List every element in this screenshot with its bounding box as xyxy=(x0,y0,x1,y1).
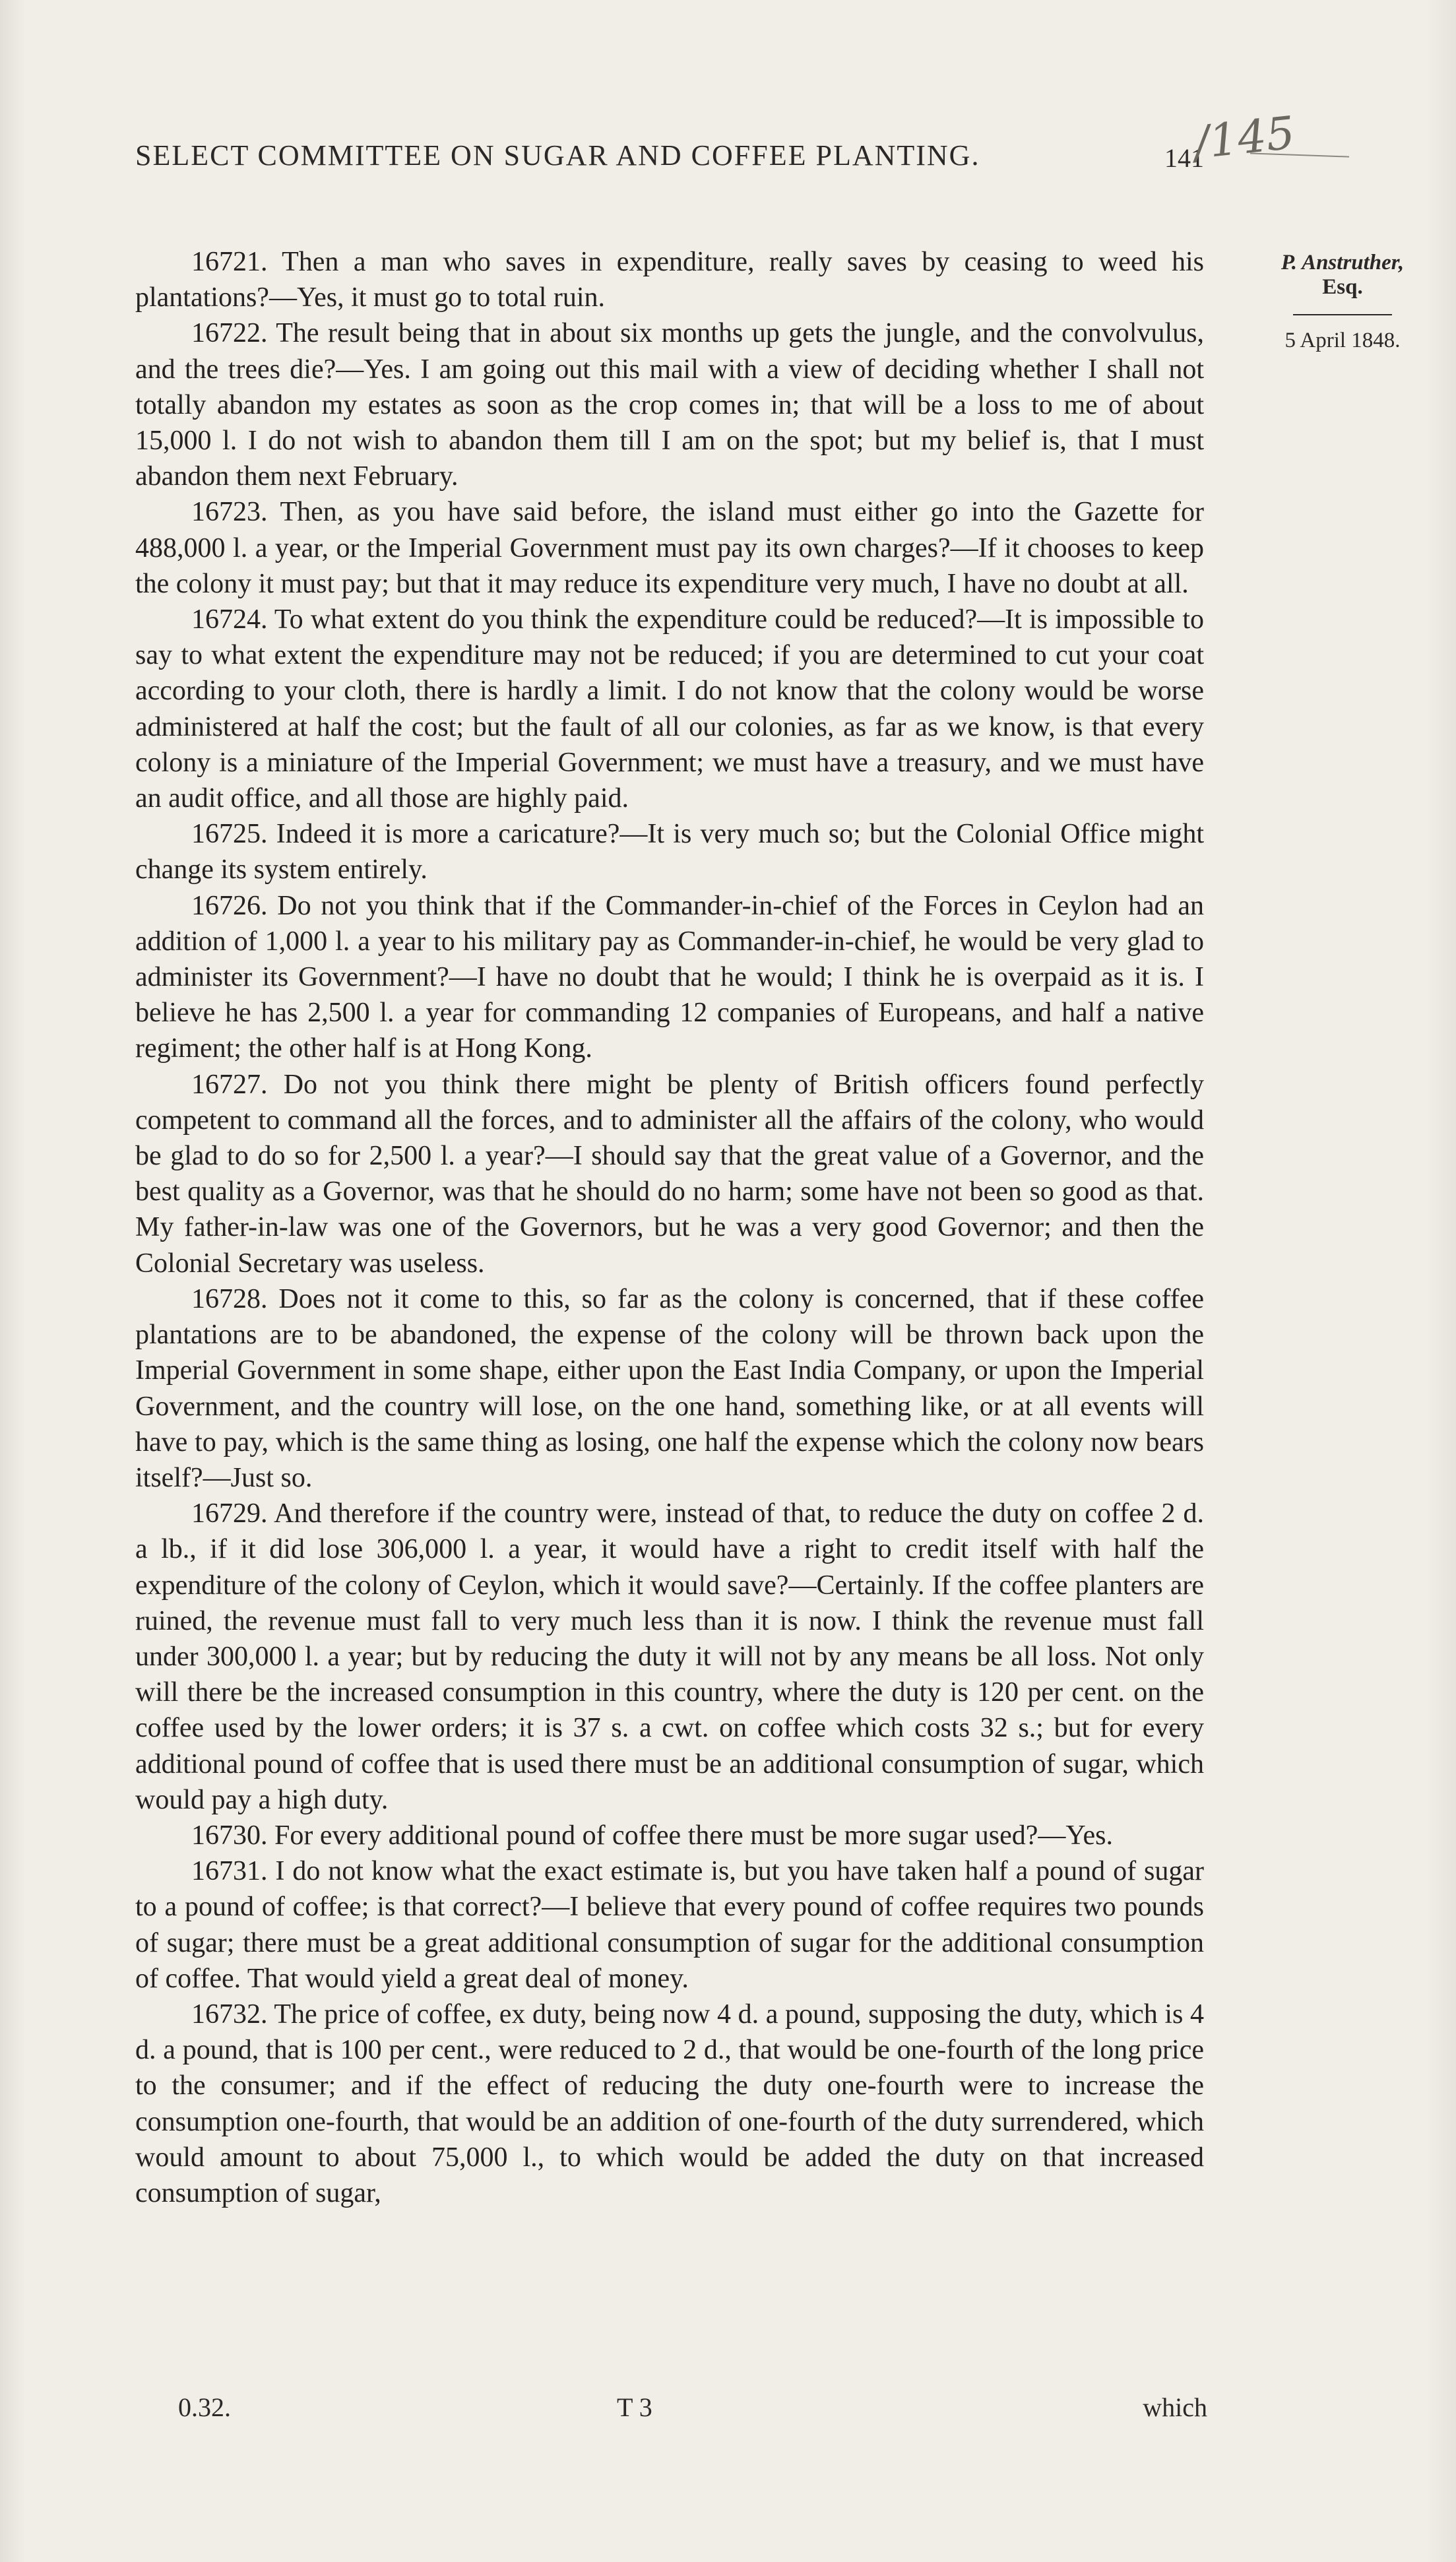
margin-notes xyxy=(1244,251,1441,353)
paragraph-16723: 16723. Then, as you have said before, the island must either go into the Gazette for 488,000 l. a year, or the Imperial Government must pay its own charges?—If it chooses to keep the colony it must pay; but that it may reduce its expenditure very much, I have no doubt at all. xyxy=(135,497,1204,599)
paragraph-16721: 16721. Then a man who saves in expenditure, really saves by ceasing to weed his plantations?—Yes, it must go to total ruin. xyxy=(135,247,1204,313)
paragraph-16722: 16722. The result being that in about six months up gets the jungle, and the convolvulus, and the trees die?—Yes. I am going out this mail with a view of deciding whether I shall not totally abandon my estates as soon as the crop comes in; that will be a loss to me of about 15,000 l. I do not wish to abandon them till I am on the spot; but my belief is, that I must abandon them next February. xyxy=(135,318,1204,492)
catchword: which xyxy=(1143,2392,1207,2422)
page-number: 141 xyxy=(1164,143,1204,173)
paragraph-16726: 16726. Do not you think that if the Commander-in-chief of the Forces in Ceylon had an addition of 1,000 l. a year to his military pay as Commander-in-chief, he would be very glad to administer its Government?—I have no doubt that he would; I think he is overpaid as it is. I believe he has 2,500 l. a year for commanding 12 companies of Europeans, and half a native regiment; the other half is at Hong Kong. xyxy=(135,890,1204,1064)
running-title: SELECT COMMITTEE ON SUGAR AND COFFEE PLANTING. xyxy=(135,139,980,172)
paragraph-16724: 16724. To what extent do you think the expenditure could be reduced?—It is impossible to say to what extent the expenditure may not be reduced; if you are determined to cut your coat according to your cloth, there is hardly a limit. I do not know that the colony would be worse administered at half the cost; but the fault of all our colonies, as far as we know, is that every colony is a miniature of the Imperial Government; we must have a treasury, and we must have an audit office, and all those are highly paid. xyxy=(135,604,1204,814)
testimony-body xyxy=(135,244,1204,2211)
paragraph-16725: 16725. Indeed it is more a caricature?—It is very much so; but the Colonial Office might change its system entirely. xyxy=(135,819,1204,885)
page-footer xyxy=(178,2392,1207,2431)
signature-mark: T 3 xyxy=(617,2392,652,2422)
paragraph-16731: 16731. I do not know what the exact estimate is, but you have taken half a pound of sugar to a pound of coffee; is that correct?—I believe that every pound of coffee requires two pounds of sugar; there must be a great additional consumption of sugar for the additional consumption of coffee. That would yield a great deal of money. xyxy=(135,1856,1204,1994)
paragraph-16728: 16728. Does not it come to this, so far as the colony is concerned, that if these coffee plantations are to be abandoned, the expense of the colony will be thrown back upon the Imperial Government in some shape, either upon the East India Company, or upon the Imperial Government, and the country will lose, on the one hand, something like, or at all events will have to pay, which is the same thing as losing, one half the expense which the colony now bears itself?—Just so. xyxy=(135,1283,1204,1493)
handwritten-folio-number: /145 xyxy=(1191,107,1298,170)
paragraph-16730: 16730. For every additional pound of coffee there must be more sugar used?—Yes. xyxy=(191,1820,1113,1851)
paragraph-16729: 16729. And therefore if the country were, instead of that, to reduce the duty on coffee 2 d. a lb., if it did lose 306,000 l. a year, it would have a right to credit itself with half the expenditure of the colony of Ceylon, which it would save?—Certainly. If the coffee planters are ruined, the revenue must fall to very much less than it is now. I think the revenue must fall under 300,000 l. a year; but by reducing the duty it will not by any means be all loss. Not only will there be the increased consumption in this country, where the duty is 120 per cent. on the coffee used by the lower orders; it is 37 s. a cwt. on coffee which costs 32 s.; but for every additional pound of coffee that is used there must be an additional consumption of sugar, which would pay a high duty. xyxy=(135,1498,1204,1815)
margin-witness-suffix: Esq. xyxy=(1322,275,1363,299)
signature-code: 0.32. xyxy=(178,2392,231,2422)
paragraph-16727: 16727. Do not you think there might be plenty of British officers found perfectly competent to command all the forces, and to administer all the affairs of the colony, who would be glad to do so for 2,500 l. a year?—I should say that the great value of a Governor, and the best quality as a Governor, was that he should do no harm; some have not been so good as that. My father-in-law was one of the Governors, but he was a very good Governor; and then the Colonial Secretary was useless. xyxy=(135,1069,1204,1279)
paragraph-16732: 16732. The price of coffee, ex duty, being now 4 d. a pound, supposing the duty, which is 4 d. a pound, that is 100 per cent., were reduced to 2 d., that would be one-fourth of the long price to the consumer; and if the effect of reducing the duty one-fourth were to increase the consumption one-fourth, that would be an addition of one-fourth of the duty surrendered, which would amount to about 75,000 l., to which would be added the duty on that increased consumption of sugar, xyxy=(135,1999,1204,2208)
margin-witness-name: P. Anstruther, xyxy=(1281,251,1405,274)
page-header xyxy=(135,107,1298,185)
margin-date: 5 April 1848. xyxy=(1284,329,1401,352)
margin-divider xyxy=(1293,314,1392,315)
